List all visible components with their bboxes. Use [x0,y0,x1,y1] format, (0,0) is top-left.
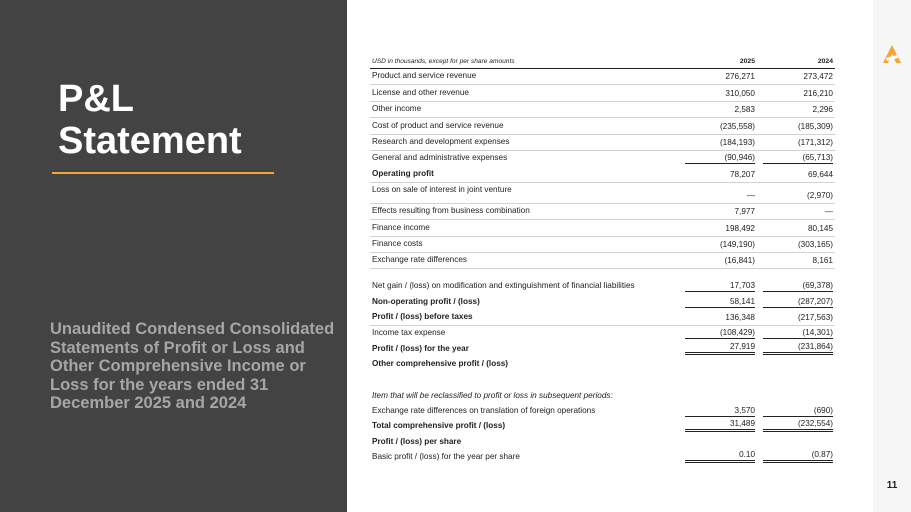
value-2025: 7,977 [734,207,755,217]
row-label: Non-operating profit / (loss) [372,296,480,306]
value-2025: (184,193) [719,137,755,147]
table-row [370,220,835,236]
value-2025: (235,558) [719,121,755,131]
row-label: Exchange rate differences [372,255,467,265]
table-row [370,404,835,419]
value-2025: 31,489 [685,419,755,432]
row-label: Profit / (loss) per share [372,436,462,446]
row-label: Basic profit / (loss) for the year per share [372,452,520,462]
row-label: Income tax expense [372,328,446,338]
value-2024: 216,210 [803,88,833,98]
value-2024: 2,296 [812,105,833,115]
value-2025: (108,429) [685,328,755,339]
table-row-total [370,310,835,326]
value-2024: 273,472 [803,72,833,82]
company-logo-icon [882,44,902,64]
row-label: Net gain / (loss) on modification and extinguishment of financial liabilities [372,281,635,291]
units-label: USD in thousands, except for per share amounts [372,58,515,65]
table-row [370,135,835,151]
value-2025: — [746,190,755,200]
row-label: Effects resulting from business combination [372,206,530,216]
value-2024: (65,713) [763,153,833,164]
row-label: Item that will be reclassified to profit or loss in subsequent periods: [372,390,613,400]
table-row [370,326,835,341]
value-2024: (0.87) [763,450,833,463]
table-row [370,183,835,204]
value-2024: (287,207) [763,297,833,308]
table-row [370,269,835,294]
row-label: General and administrative expenses [372,153,508,163]
table-row [370,237,835,253]
value-2025: 198,492 [725,223,755,233]
value-2025: (16,841) [724,256,755,266]
value-2025: (90,946) [685,153,755,164]
value-2024: (14,301) [763,328,833,339]
section-heading [370,388,835,403]
row-label: Other comprehensive profit / (loss) [372,359,509,369]
table-row [370,118,835,134]
row-label: Product and service revenue [372,71,477,81]
value-2025: 78,207 [729,169,755,179]
section-heading [370,434,835,449]
value-2024: (185,309) [797,121,833,131]
page-number: 11 [886,480,898,491]
value-2024: — [824,207,833,217]
value-2024: (69,378) [763,281,833,292]
table-row [370,450,835,465]
value-2024: (303,165) [797,239,833,249]
value-2024: (231,864) [763,342,833,355]
section-heading [370,357,835,372]
value-2025: 310,050 [725,88,755,98]
slide-title [58,78,242,162]
value-2024: 80,145 [807,223,833,233]
row-label: Operating profit [372,168,434,178]
table-row [370,151,835,166]
value-2025: 3,570 [685,406,755,417]
value-2024: (232,554) [763,419,833,432]
pl-table [370,57,835,465]
table-header [370,57,835,69]
value-2024: 8,161 [812,256,833,266]
value-2025: 2,583 [734,105,755,115]
value-2025: 0.10 [685,450,755,463]
column-header-2025: 2025 [739,58,755,65]
value-2024: (690) [763,406,833,417]
value-2025: (149,190) [719,239,755,249]
slide-subtitle: Unaudited Condensed Consolidated Statements of Profit or Loss and Other Comprehensive Income or Loss for the years ended 31 December 2025 and 2024 [50,320,335,412]
row-label: Profit / (loss) before taxes [372,312,473,322]
row-label: Research and development expenses [372,136,510,146]
left-panel [0,0,347,512]
value-2024: 69,644 [807,169,833,179]
table-row [370,85,835,101]
value-2025: 136,348 [725,313,755,323]
title-line-2: Statement [58,120,242,162]
row-label: Exchange rate differences on translation of foreign operations [372,406,596,416]
table-row [370,69,835,85]
table-row-total [370,419,835,434]
spacer-row [370,372,835,388]
row-label: Cost of product and service revenue [372,120,504,130]
value-2024: (2,970) [807,190,833,200]
value-2024: (171,312) [797,137,833,147]
value-2025: 27,919 [685,342,755,355]
title-line-1: P&L [58,78,134,120]
table-row [370,253,835,269]
row-label: Finance costs [372,238,423,248]
row-label: Profit / (loss) for the year [372,343,469,353]
row-label: License and other revenue [372,87,469,97]
value-2024: (217,563) [797,313,833,323]
row-label: Loss on sale of interest in joint venture [372,184,512,194]
table-row-total [370,341,835,356]
value-2025: 276,271 [725,72,755,82]
value-2025: 17,703 [685,281,755,292]
title-underline [52,172,274,174]
row-label: Finance income [372,222,430,232]
row-label: Total comprehensive profit / (loss) [372,421,506,431]
column-header-2024: 2024 [817,58,833,65]
value-2025: 58,141 [685,297,755,308]
row-label: Other income [372,104,422,114]
table-row-total [370,294,835,309]
table-row [370,102,835,118]
table-row [370,204,835,220]
right-strip [873,0,911,512]
table-row-total [370,166,835,182]
